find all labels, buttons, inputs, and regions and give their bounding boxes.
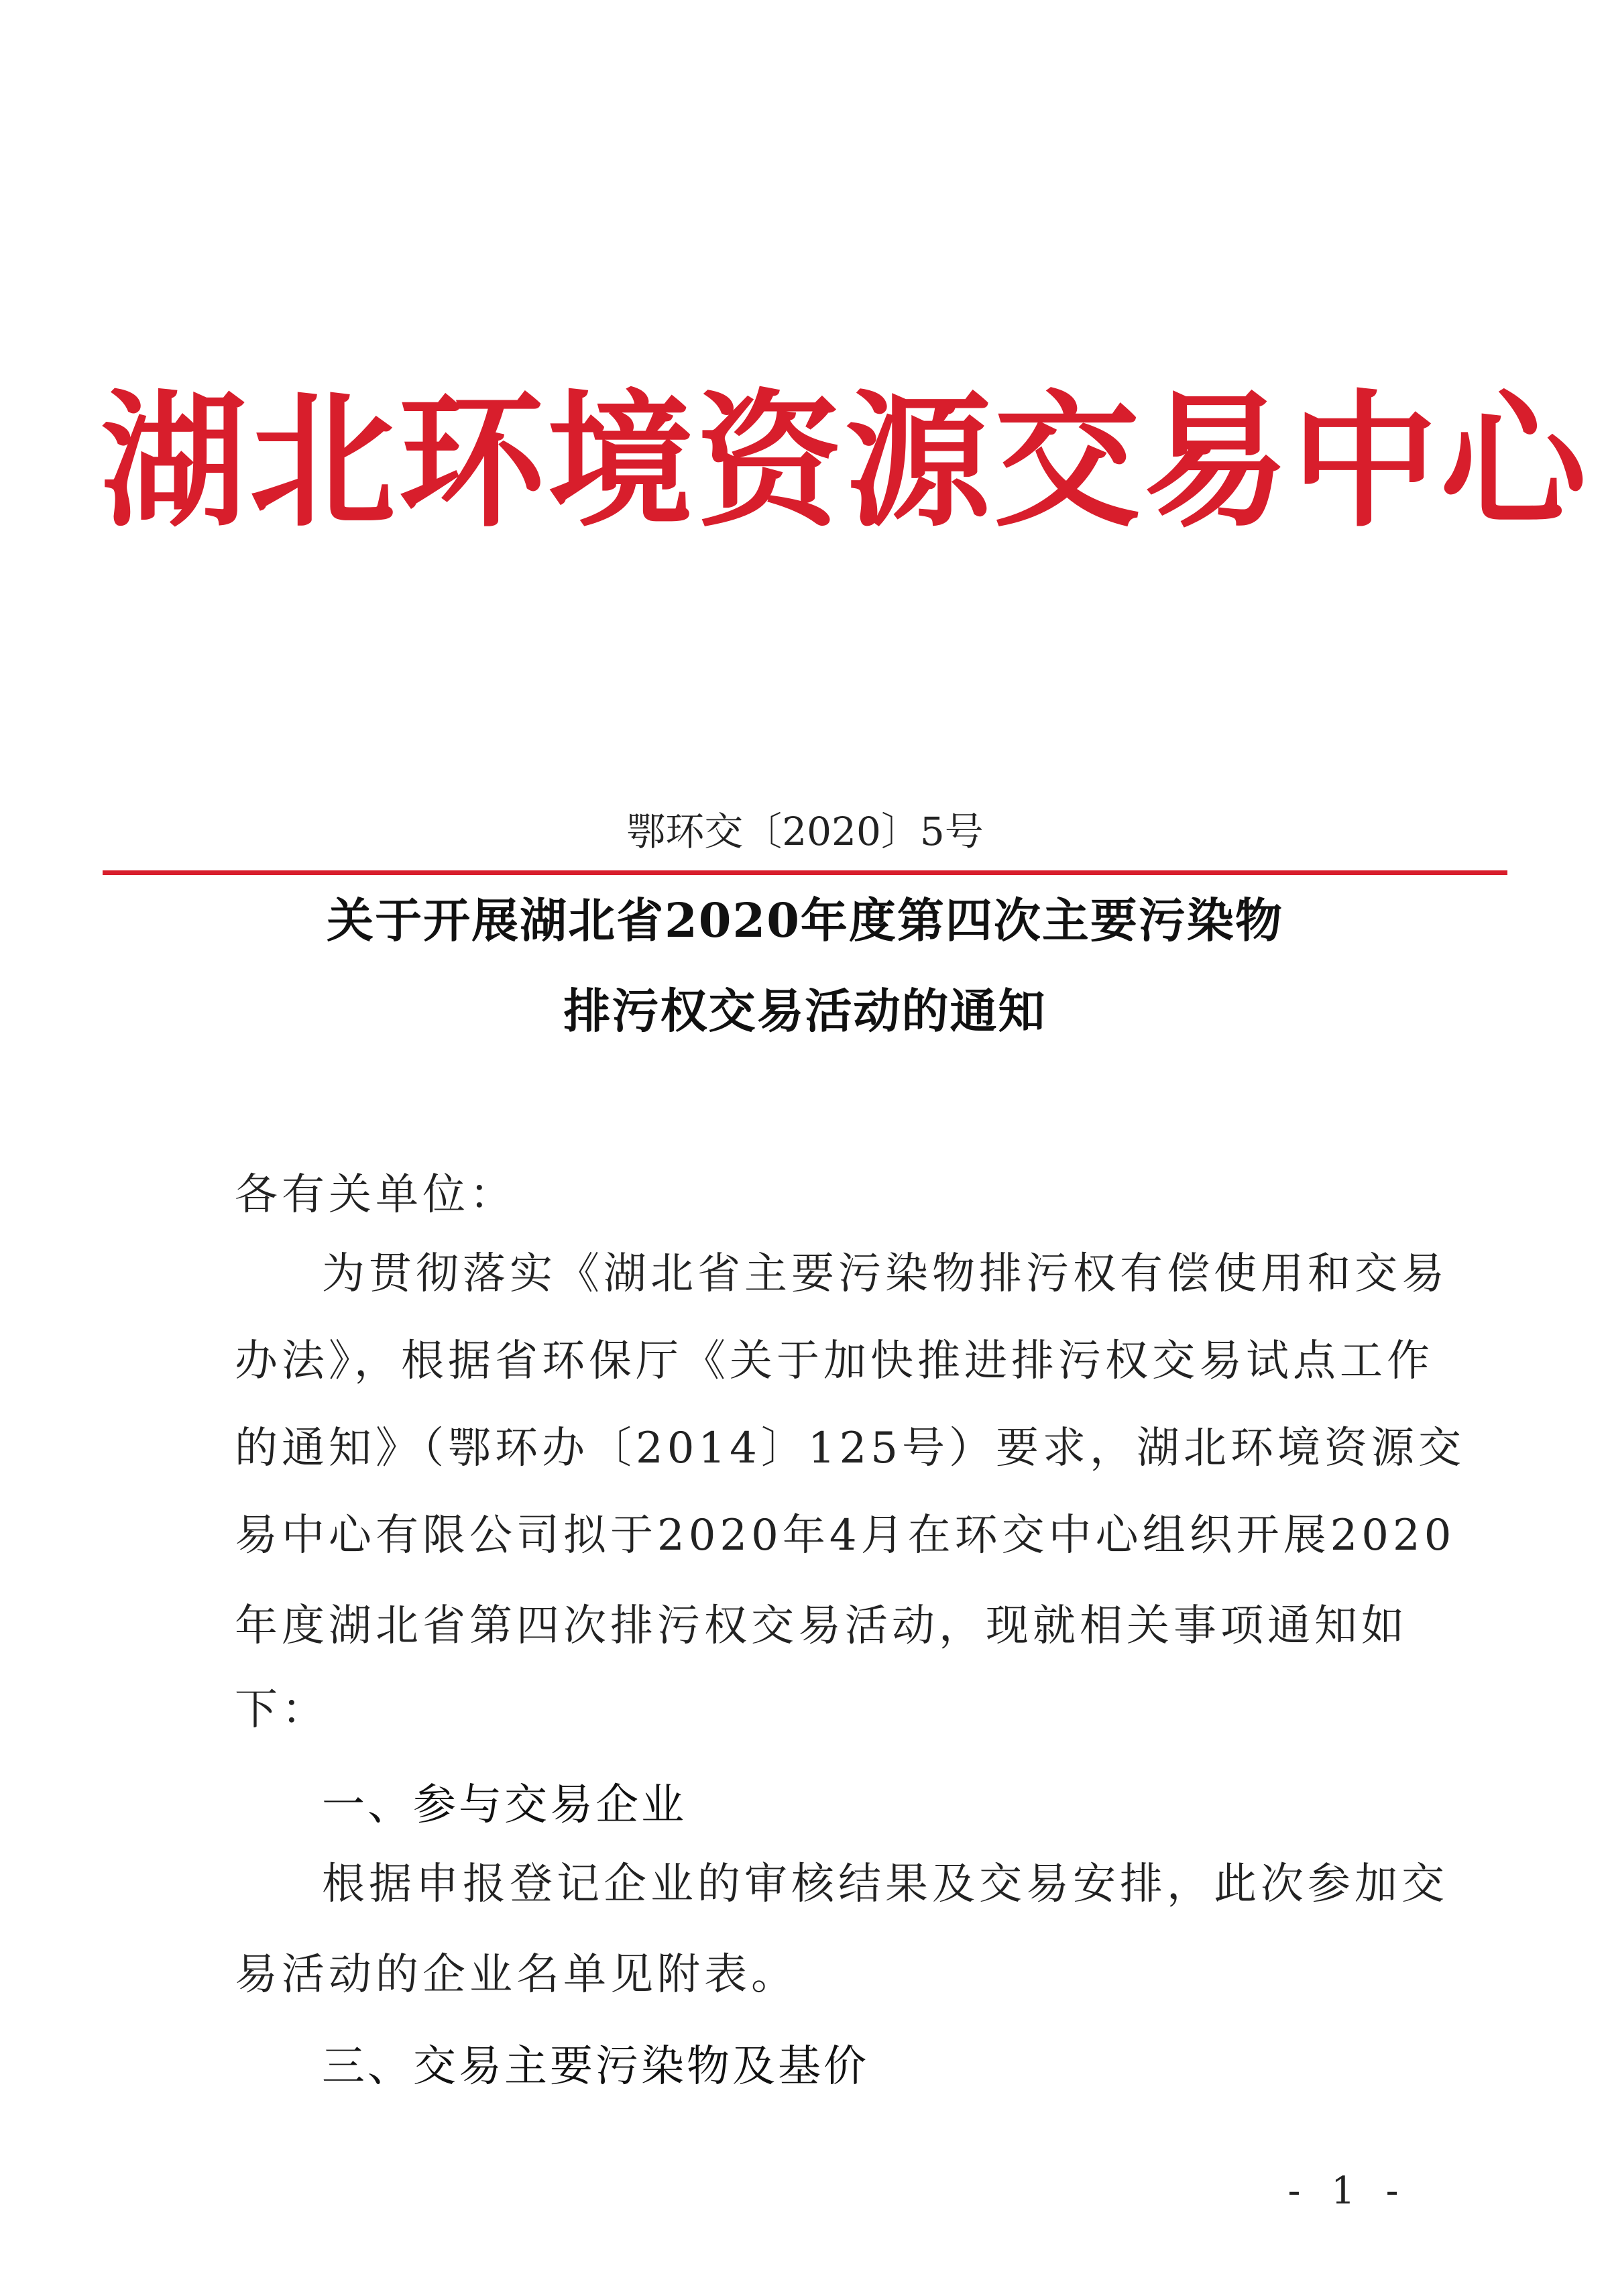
section-1-line: 易活动的企业名单见附表。 (235, 1950, 798, 2000)
paragraph-line: 办法》，根据省环保厅《关于加快推进排污权交易试点工作 (235, 1336, 1434, 1386)
paragraph-line: 易中心有限公司拟于2020年4月在环交中心组织开展2020 (235, 1511, 1456, 1560)
section-heading-1: 一、参与交易企业 (322, 1780, 687, 1830)
page-number: - 1 - (1287, 2169, 1408, 2213)
document-title-line-2: 排污权交易活动的通知 (563, 983, 1047, 1039)
section-heading-3: 三、交易主要污染物及基价 (322, 2042, 869, 2091)
paragraph-line: 下： (235, 1685, 329, 1735)
paragraph-line: 的通知》（鄂环办〔2014〕125号）要求，湖北环境资源交 (235, 1424, 1466, 1473)
document-title-line-1: 关于开展湖北省2020年度第四次主要污染物 (327, 893, 1283, 948)
document-number: 鄂环交〔2020〕5号 (626, 809, 984, 854)
red-divider-line (103, 870, 1507, 875)
organization-header: 湖北环境资源交易中心 (101, 378, 1589, 547)
paragraph-line: 为贯彻落实《湖北省主要污染物排污权有偿使用和交易 (322, 1249, 1448, 1299)
section-1-line: 根据申报登记企业的审核结果及交易安排，此次参加交 (322, 1859, 1448, 1909)
paragraph-line: 年度湖北省第四次排污权交易活动，现就相关事项通知如 (235, 1601, 1408, 1651)
salutation: 各有关单位： (235, 1170, 516, 1220)
